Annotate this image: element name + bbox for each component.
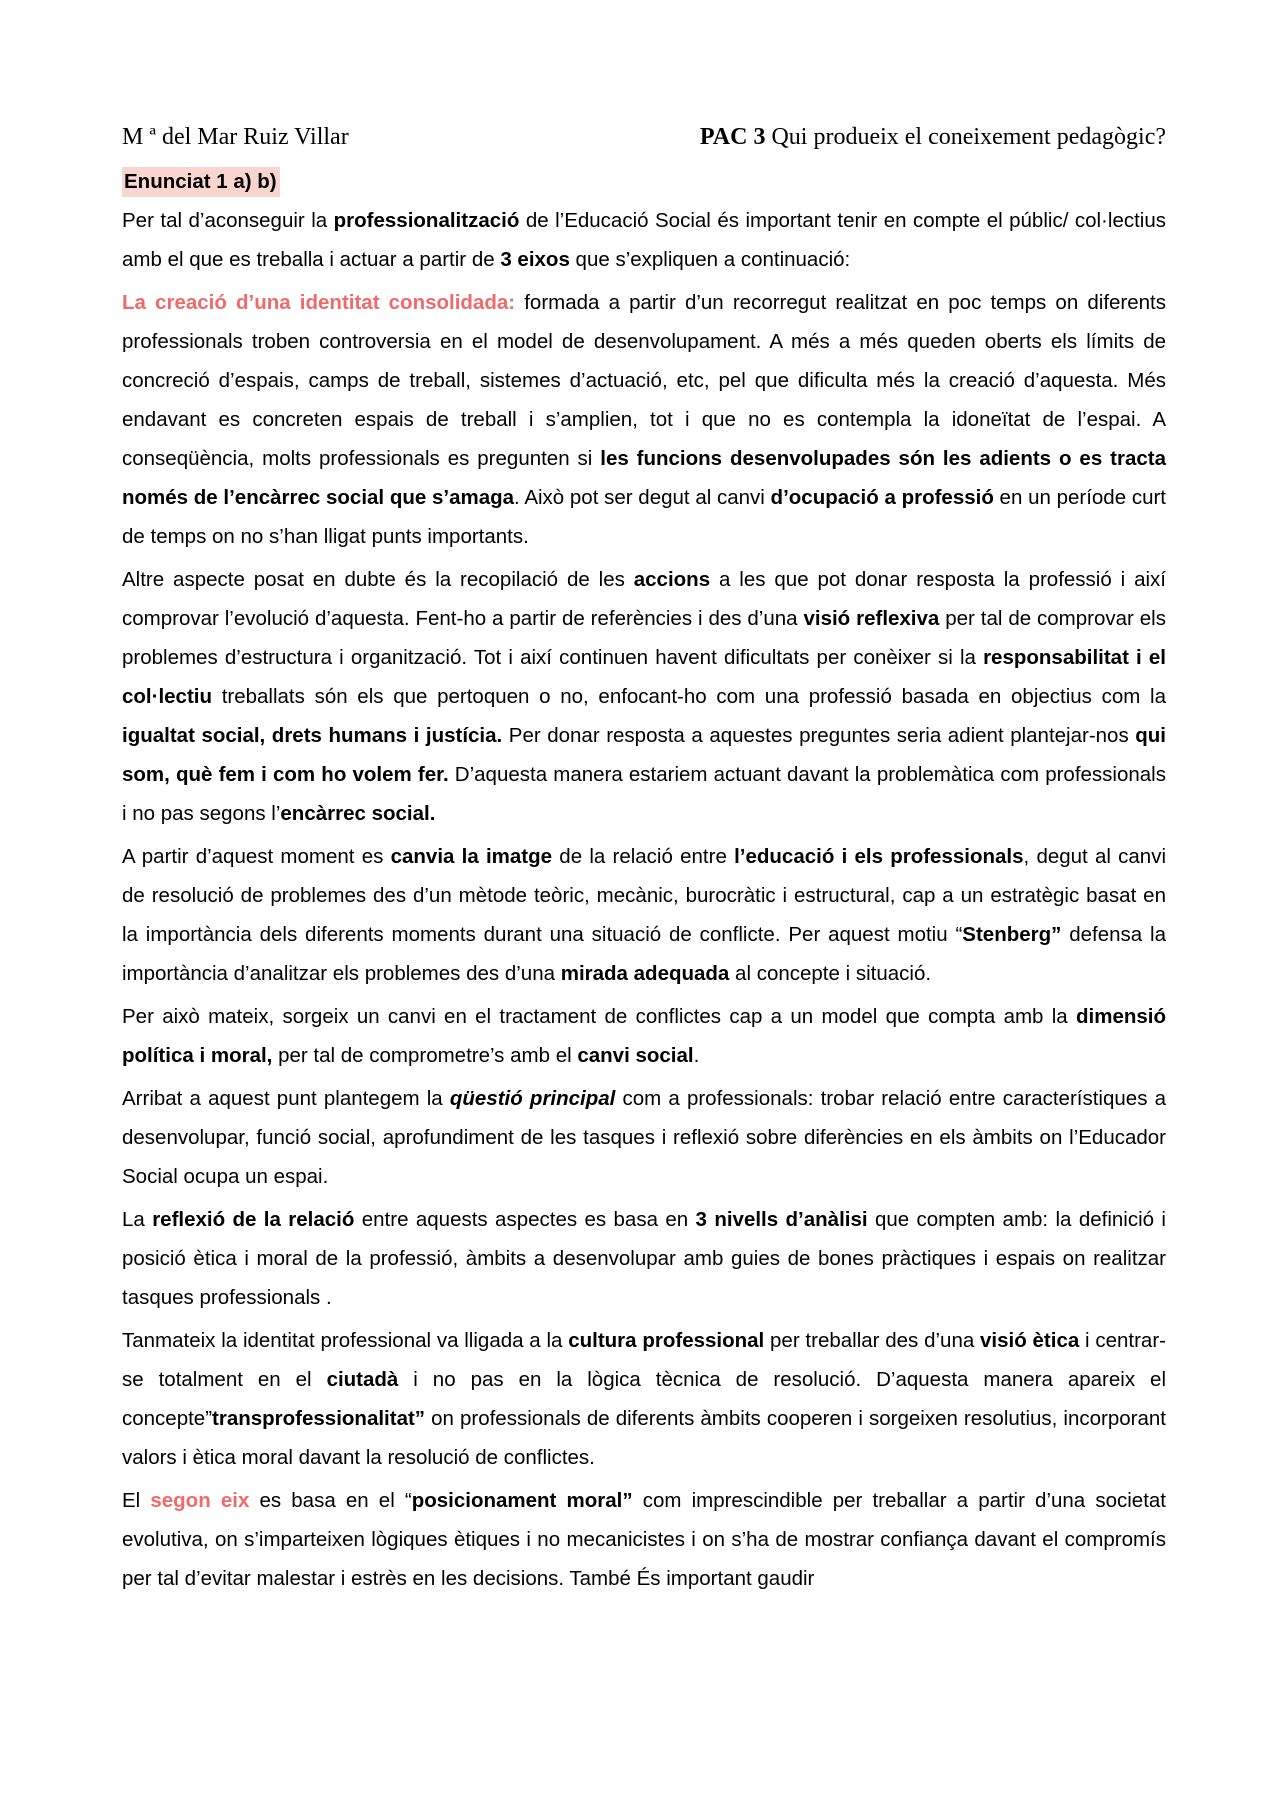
text-run: Altre aspecte posat en dubte és la recopilació de les xyxy=(122,568,634,591)
text-run: on professionals de diferents àmbits cooperen i sorgeixen resolutius, incorporant valors i ètica moral davant la resolució de conflictes. xyxy=(122,1407,1166,1469)
emphasis-text: 3 nivells d’anàlisi xyxy=(695,1208,868,1231)
text-run: que s’expliquen a continuació: xyxy=(569,248,851,271)
emphasis-text: d’ocupació a professió xyxy=(770,486,994,509)
text-run: que compten amb: la definició i posició ètica i moral de la professió, àmbits a desenvolupar amb guies de bones pràctiques i espais on realitzar tasques professionals . xyxy=(122,1208,1166,1309)
page-header xyxy=(122,124,1166,156)
text-run: Per donar resposta a aquestes preguntes seria adient plantejar-nos xyxy=(502,724,1136,747)
text-run: de la relació entre xyxy=(552,845,735,868)
paragraph xyxy=(122,201,1166,279)
text-run: Per tal d’aconseguir la xyxy=(122,209,334,232)
text-run: com imprescindible per treballar a partir d’una societat evolutiva, on s’imparteixen lògiques ètiques i no mecanicistes i on s’ha de mostrar confiança davant el compromís per tal d’evitar malestar i estrès en les decisions. També És important gaudir xyxy=(122,1489,1166,1590)
assignment-title xyxy=(700,124,1166,151)
text-run: . xyxy=(693,1044,700,1067)
emphasis-text: mirada adequada xyxy=(560,962,730,985)
author-name: M ª del Mar Ruiz Villar xyxy=(122,124,349,150)
emphasis-text: igualtat social, drets humans i justícia. xyxy=(122,724,503,747)
text-run: en un període curt de temps on no s’han lligat punts importants. xyxy=(122,486,1166,548)
emphasis-text: visió reflexiva xyxy=(803,607,940,630)
text-run: Tanmateix la identitat professional va lligada a la xyxy=(122,1329,569,1352)
emphasis-text: canvia la imatge xyxy=(390,845,553,868)
paragraph xyxy=(122,1079,1166,1196)
emphasis-text: les funcions desenvolupades són les adients o es tracta només de l’encàrrec social que s’amaga xyxy=(122,447,1166,509)
document-body xyxy=(122,162,1166,1602)
emphasis-text: professionalització xyxy=(333,209,520,232)
emphasis-text: qüestió principal xyxy=(449,1087,616,1110)
emphasis-text: l’educació i els professionals xyxy=(734,845,1024,868)
emphasis-text: Stenberg” xyxy=(962,923,1062,946)
paragraph-list xyxy=(122,201,1166,1598)
text-run: per tal de comprometre’s amb el xyxy=(272,1044,578,1067)
emphasis-text: transprofessionalitat” xyxy=(212,1407,426,1430)
emphasis-text: encàrrec social. xyxy=(280,802,436,825)
text-run: de l’Educació Social és important tenir en compte el públic/ col·lectius amb el que es treballa i actuar a partir de xyxy=(122,209,1166,271)
section-heading: Enunciat 1 a) b) xyxy=(122,167,280,197)
text-run: A partir d’aquest moment es xyxy=(122,845,391,868)
text-run: treballats són els que pertoquen o no, enfocant-ho com una professió basada en objectius com la xyxy=(212,685,1166,708)
text-run: D’aquesta manera estariem actuant davant la problemàtica com professionals i no pas segons l’ xyxy=(122,763,1166,825)
emphasis-text: qui som, què fem i com ho volem fer. xyxy=(122,724,1167,786)
text-run: es basa en el “ xyxy=(249,1489,412,1512)
emphasis-text: reflexió de la relació xyxy=(152,1208,355,1231)
text-run: . Això pot ser degut al canvi xyxy=(514,486,771,509)
text-run: El xyxy=(122,1489,151,1512)
emphasis-text: 3 eixos xyxy=(500,248,570,271)
paragraph xyxy=(122,1321,1166,1477)
text-run: per treballar des d’una xyxy=(764,1329,981,1352)
paragraph xyxy=(122,997,1166,1075)
accent-text: segon eix xyxy=(150,1489,250,1512)
emphasis-text: visió ètica xyxy=(980,1329,1080,1352)
paragraph xyxy=(122,1481,1166,1598)
text-run: com a professionals: trobar relació entre característiques a desenvolupar, funció social, aprofundiment de les tasques i reflexió sobre diferències en els àmbits on l’Educador Social ocupa un espai. xyxy=(122,1087,1166,1188)
paragraph xyxy=(122,283,1166,556)
emphasis-text: accions xyxy=(633,568,711,591)
paragraph xyxy=(122,1200,1166,1317)
text-run: defensa la importància d’analitzar els problemes des d’una xyxy=(122,923,1166,985)
text-run: i centrar-se totalment en el xyxy=(122,1329,1166,1391)
text-run: per tal de comprovar els problemes d’estructura i organització. Tot i així continuen havent dificultats per conèixer si la xyxy=(122,607,1166,669)
text-run: Per això mateix, sorgeix un canvi en el tractament de conflictes cap a un model que compta amb la xyxy=(122,1005,1076,1028)
paragraph xyxy=(122,560,1166,833)
pac-label: PAC 3 xyxy=(699,124,766,150)
text-run: formada a partir d’un recorregut realitzat en poc temps on diferents professionals troben controversia en el model de desenvolupament. A més a més queden oberts els límits de concreció d’espais, camps de treball, sistemes d’actuació, etc, pel que dificulta més la creació d’aquesta. Més endavant es concreten espais de treball i s’amplien, tot i que no es contempla la idoneïtat de l’espai. A conseqüència, molts professionals es pregunten si xyxy=(122,291,1166,470)
pac-title: Qui produeix el coneixement pedagògic? xyxy=(765,124,1166,150)
emphasis-text: dimensió política i moral, xyxy=(122,1005,1166,1067)
text-run: entre aquests aspectes es basa en xyxy=(354,1208,696,1231)
emphasis-text: responsabilitat i el col·lectiu xyxy=(122,646,1167,708)
text-run: La xyxy=(122,1208,153,1231)
paragraph xyxy=(122,837,1166,993)
text-run: i no pas en la lògica tècnica de resolució. D’aquesta manera apareix el concepte” xyxy=(122,1368,1166,1430)
accent-text: La creació d’una identitat consolidada: xyxy=(122,291,516,314)
text-run: Arribat a aquest punt plantegem la xyxy=(122,1087,450,1110)
text-run: al concepte i situació. xyxy=(729,962,932,985)
emphasis-text: cultura professional xyxy=(568,1329,765,1352)
emphasis-text: posicionament moral” xyxy=(411,1489,633,1512)
emphasis-text: ciutadà xyxy=(326,1368,399,1391)
emphasis-text: canvi social xyxy=(577,1044,694,1067)
text-run: a les que pot donar resposta la professió i així comprovar l’evolució d’aquesta. Fent-ho a partir de referències i des d’una xyxy=(122,568,1166,630)
text-run: , degut al canvi de resolució de problemes des d’un mètode teòric, mecànic, burocràtic i estructural, cap a un estratègic basat en la importància dels diferents moments durant una situació de conflicte. Per aquest motiu “ xyxy=(122,845,1167,946)
